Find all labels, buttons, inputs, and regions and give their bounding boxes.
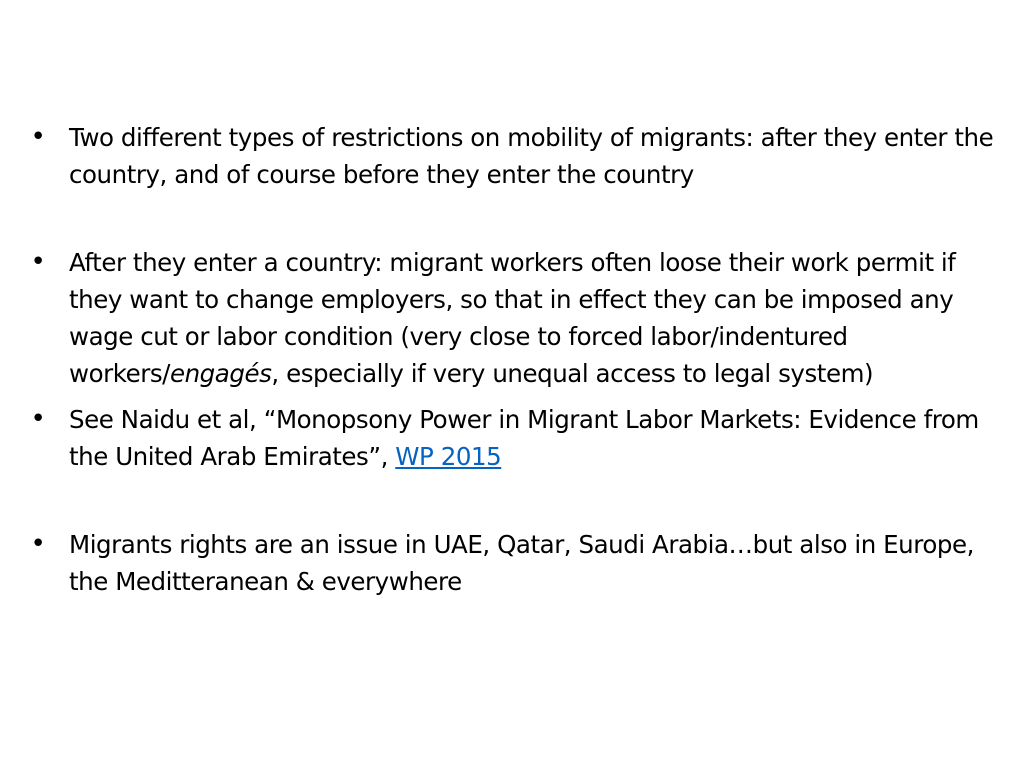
bullet-text: After they enter a country: migrant workers often loose their work permit if they want to change employers, so that in effect they can be imposed any wage cut or labor condition (very close to forced labor/indentured workers/ [69,248,956,388]
bullet-dot-icon: • [30,404,46,434]
working-paper-link[interactable]: WP 2015 [395,442,502,471]
bullet-text: Migrants rights are an issue in UAE, Qatar, Saudi Arabia…but also in Europe, the Meditteranean & everywhere [69,530,974,596]
bullet-item-restrictions [28,119,1003,193]
bullet-item-migrant-rights [28,526,1003,600]
bullet-text: See Naidu et al, “Monopsony Power in Migrant Labor Markets: Evidence from the United Arab Emirates”, [69,405,979,471]
bullet-text-tail: , especially if very unequal access to legal system) [271,359,874,388]
bullet-item-after-entry [28,244,1003,392]
bullet-dot-icon: • [30,529,46,559]
bullet-item-naidu-reference [28,401,1003,475]
bullet-emphasis: engagés [169,359,272,388]
bullet-list [28,119,1003,600]
bullet-dot-icon: • [30,122,46,152]
bullet-dot-icon: • [30,247,46,277]
bullet-text: Two different types of restrictions on mobility of migrants: after they enter the country, and of course before they enter the country [69,123,994,189]
